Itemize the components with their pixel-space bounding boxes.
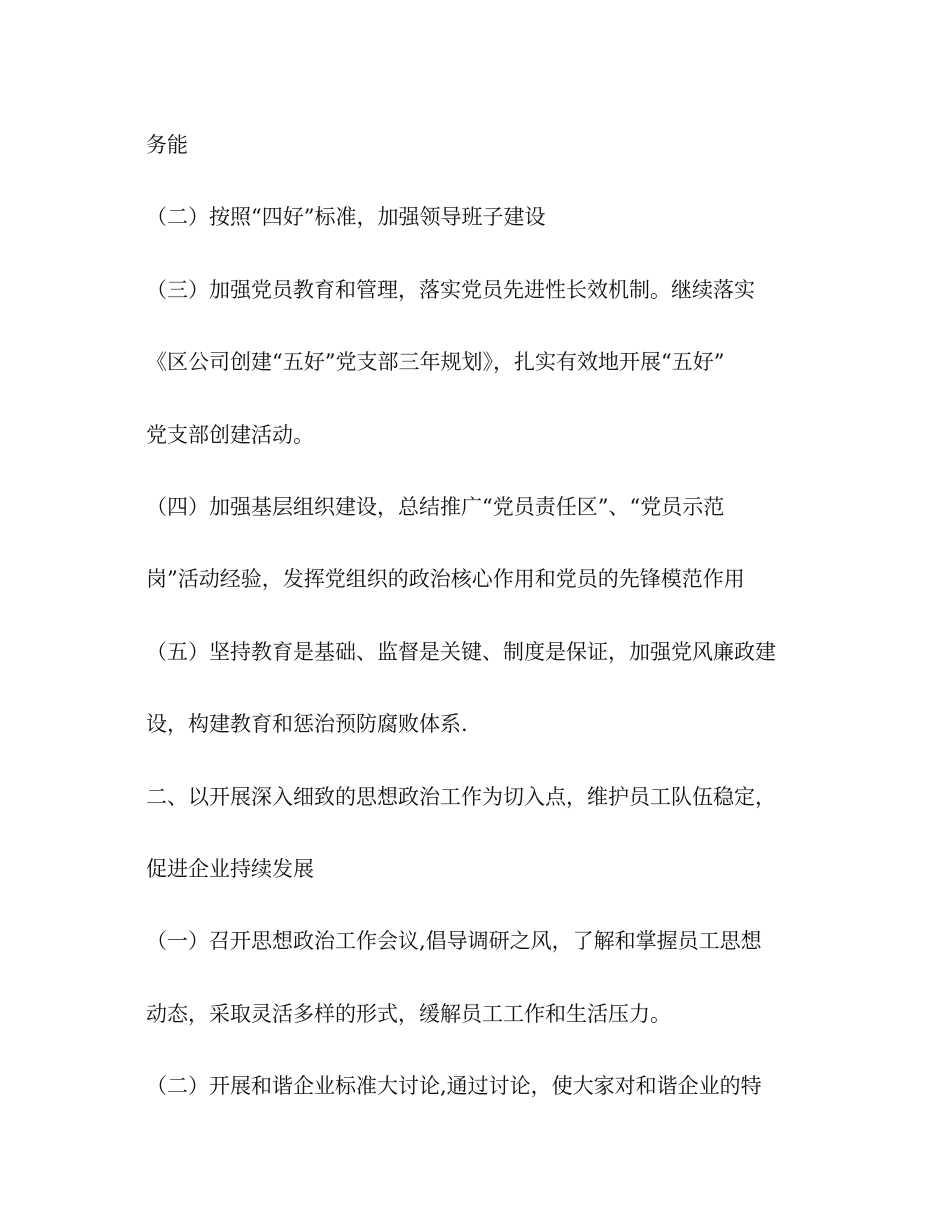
text-line: （三）加强党员教育和管理，落实党员先进性长效机制。继续落实 xyxy=(146,278,755,302)
text-line: （四）加强基层组织建设，总结推广“党员责任区”、“党员示范 xyxy=(146,495,725,519)
text-line: 动态，采取灵活多样的形式，缓解员工工作和生活压力。 xyxy=(146,1002,671,1026)
text-line: （五）坚持教育是基础、监督是关键、制度是保证，加强党风廉政建 xyxy=(146,640,776,664)
text-line: （二）按照“四好”标准，加强领导班子建设 xyxy=(146,205,546,229)
text-line: 二、以开展深入细致的思想政治工作为切入点，维护员工队伍稳定， xyxy=(146,785,776,809)
text-line: 《区公司创建“五好”党支部三年规划》，扎实有效地开展“五好” xyxy=(146,350,725,374)
text-line: （二）开展和谐企业标准大讨论,通过讨论，使大家对和谐企业的特 xyxy=(146,1074,762,1098)
text-line: （一）召开思想政治工作会议,倡导调研之风，了解和掌握员工思想 xyxy=(146,929,762,953)
text-line: 党支部创建活动。 xyxy=(146,423,314,447)
text-line: 促进企业持续发展 xyxy=(146,857,314,881)
text-line: 岗”活动经验，发挥党组织的政治核心作用和党员的先锋模范作用 xyxy=(146,567,745,591)
text-line: 设，构建教育和惩治预防腐败体系. xyxy=(146,712,468,736)
text-line: 务能 xyxy=(146,133,188,157)
